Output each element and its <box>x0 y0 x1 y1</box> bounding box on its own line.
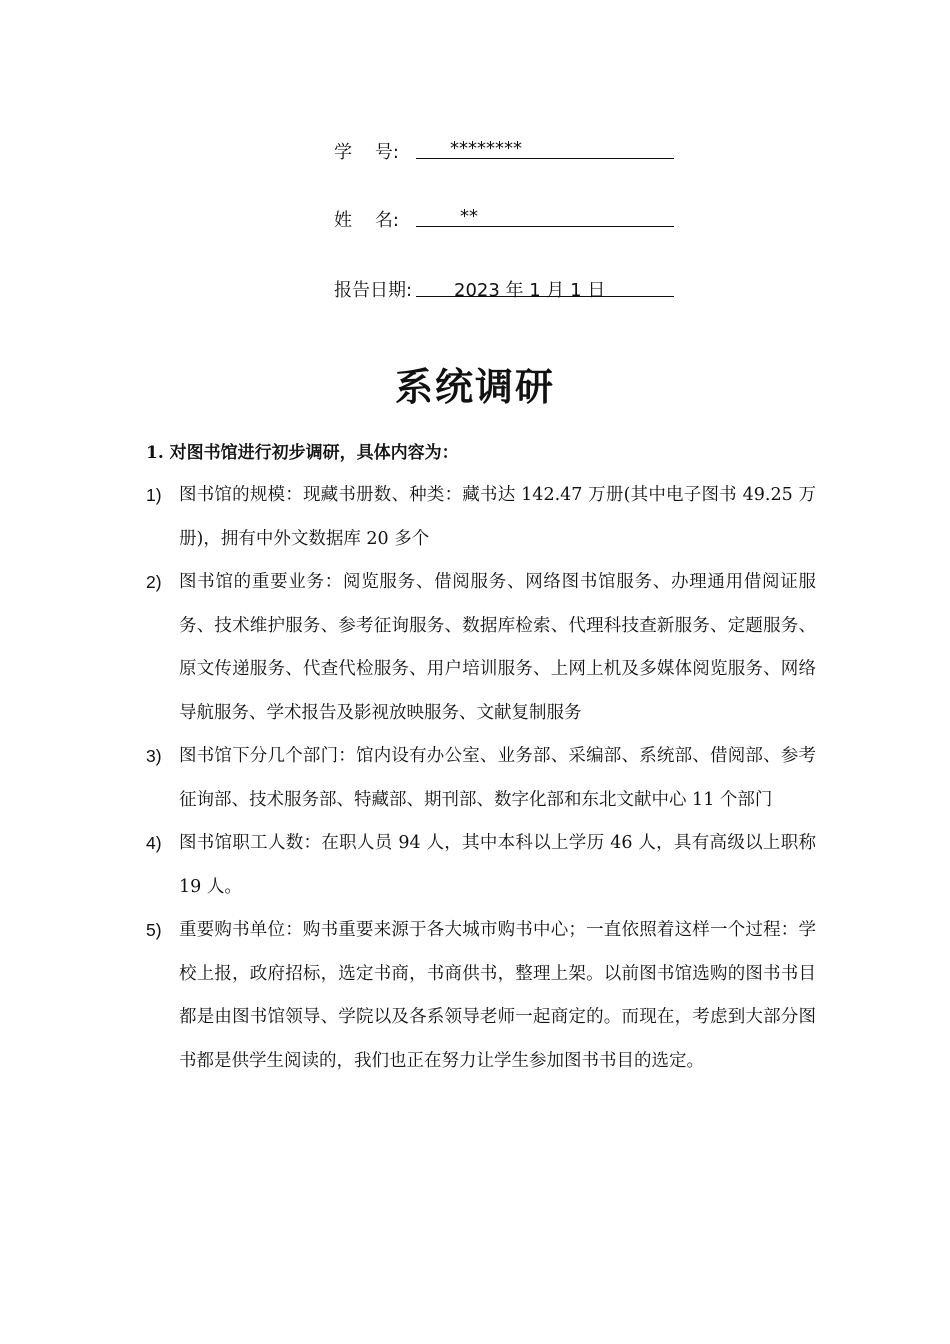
name-label: 姓 名: <box>334 210 399 231</box>
list-item-text: 图书馆职工人数：在职人员 94 人，其中本科以上学历 46 人，具有高级以上职称 19 人。 <box>179 833 816 897</box>
list-item-text: 重要购书单位：购书重要来源于各大城市购书中心；一直依照着这样一个过程：学校上报，政府招标，选定书商，书商供书，整理上架。以前图书馆选购的图书书目都是由图书馆领导、学院以及各系领导老师一起商定的。而现在，考虑到大部分图书都是供学生阅读的，我们也正在努力让学生参加图书书目的选定。 <box>179 920 816 1071</box>
section-heading: 1. 对图书馆进行初步调研，具体内容为： <box>146 443 459 463</box>
name-row <box>334 206 679 236</box>
student-id-label: 学 号: <box>334 142 399 163</box>
student-id-row <box>334 138 679 168</box>
list-item <box>146 909 816 1083</box>
list-item <box>146 561 816 735</box>
list-item <box>146 822 816 909</box>
report-date-row <box>334 276 679 306</box>
list-item-number: 4) <box>146 833 162 853</box>
list-item-number: 2) <box>146 572 162 592</box>
name-underline <box>416 226 674 227</box>
list-item-number: 1) <box>146 485 162 505</box>
name-value: ** <box>460 206 478 227</box>
list-item-text: 图书馆下分几个部门：馆内设有办公室、业务部、采编部、系统部、借阅部、参考征询部、技术服务部、特藏部、期刊部、数字化部和东北文献中心 11 个部门 <box>179 746 816 810</box>
list-item <box>146 735 816 822</box>
survey-list <box>146 474 816 1083</box>
list-item-text: 图书馆的规模：现藏书册数、种类：藏书达 142.47 万册(其中电子图书 49.25 万册)，拥有中外文数据库 20 多个 <box>179 485 816 549</box>
list-item-number: 5) <box>146 920 162 940</box>
list-item-number: 3) <box>146 746 162 766</box>
report-date-label: 报告日期: <box>334 280 413 301</box>
document-title: 系统调研 <box>394 365 555 409</box>
list-item-text: 图书馆的重要业务：阅览服务、借阅服务、网络图书馆服务、办理通用借阅证服务、技术维护服务、参考征询服务、数据库检索、代理科技查新服务、定题服务、原文传递服务、代查代检服务、用户培训服务、上网上机及多媒体阅览服务、网络导航服务、学术报告及影视放映服务、文献复制服务 <box>179 572 816 723</box>
report-date-value: 2023 年 1 月 1 日 <box>454 280 606 301</box>
student-id-value: ******** <box>450 138 522 159</box>
list-item <box>146 474 816 561</box>
